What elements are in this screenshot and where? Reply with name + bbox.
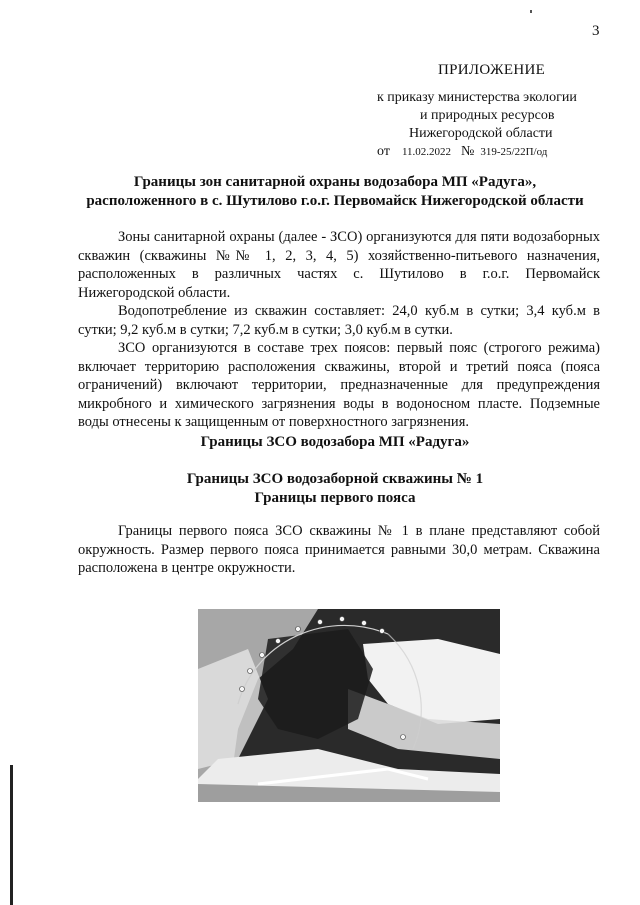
order-prefix: от <box>377 144 390 159</box>
scan-margin-mark <box>10 765 13 905</box>
paragraph-first-belt: Границы первого пояса ЗСО скважины № 1 в плане представляют собой окружность. Размер первого пояса принимается равными 30,0 метрам. Скважина расположена в центре окружности. <box>78 523 600 576</box>
first-belt-text <box>78 522 600 578</box>
intro-text <box>78 228 600 432</box>
paragraph-zones: Зоны санитарной охраны (далее - ЗСО) организуются для пяти водозаборных скважин (скважины №№ 1, 2, 3, 4, 5) хозяйственно-питьевого назначения, расположенных в различных частях с. Шутилово в г.о.г. Первомайск Нижегородской области. <box>78 229 600 301</box>
paragraph-belts: ЗСО организуются в составе трех поясов: первый пояс (строгого режима) включает территорию расположения скважины, второй и третий пояса (пояса ограничений) включают территории, предназначенные для предупреждения микробного и химического загрязнения воды в водоносном пласте. Подземные воды отнесены к защищенным от поверхностного загрязнения. <box>78 340 600 430</box>
order-number-sign: № <box>461 144 475 159</box>
page-number: 3 <box>592 23 600 39</box>
section-heading: Границы ЗСО водозабора МП «Радуга» <box>200 434 470 450</box>
main-heading-line-1: Границы зон санитарной охраны водозабора МП «Радуга», <box>133 174 537 190</box>
scan-speck <box>530 10 532 13</box>
sub-heading-line-1: Границы ЗСО водозаборной скважины № 1 <box>186 471 484 487</box>
annex-line-2: и природных ресурсов <box>420 108 555 123</box>
annex-title: ПРИЛОЖЕНИЕ <box>438 62 546 78</box>
aerial-photo-image <box>198 609 500 802</box>
order-date: 11.02.2022 <box>401 146 452 158</box>
annex-line-1: к приказу министерства экологии <box>377 90 577 105</box>
main-heading-line-2: расположенного в с. Шутилово г.о.г. Первомайск Нижегородской области <box>86 193 584 209</box>
sub-heading-line-2: Границы первого пояса <box>254 490 416 506</box>
aerial-photo <box>198 609 500 802</box>
order-reference <box>377 144 547 160</box>
sub-heading <box>40 470 630 508</box>
paragraph-consumption: Водопотребление из скважин составляет: 24,0 куб.м в сутки; 3,4 куб.м в сутки; 9,2 куб.м в сутки; 7,2 куб.м в сутки; 3,0 куб.м в сутки. <box>78 303 600 338</box>
annex-line-3: Нижегородской области <box>409 126 553 141</box>
order-number: 319-25/22П/од <box>480 146 548 158</box>
main-heading <box>40 173 630 211</box>
